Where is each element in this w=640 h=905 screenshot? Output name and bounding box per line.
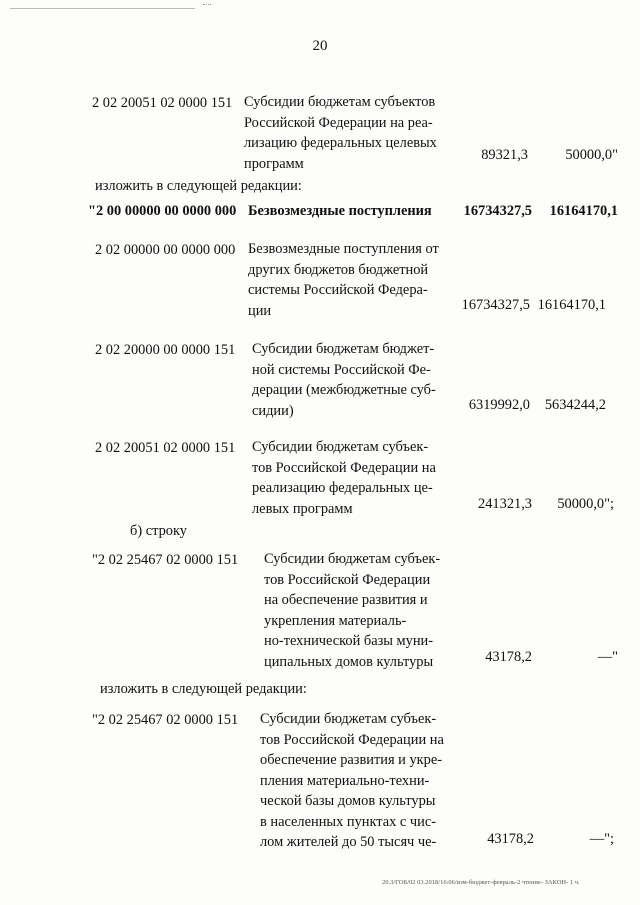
instruction-text: изложить в следующей редакции: [100, 681, 307, 697]
budget-code: 2 02 00000 00 0000 000 [95, 242, 236, 258]
amount-second: 5634244,2 [544, 397, 606, 413]
description-line: Субсидии бюджетам субъек- [252, 439, 429, 455]
budget-description [260, 709, 456, 853]
description-line: реализацию федеральных це- [252, 480, 433, 496]
description-line: лизацию федеральных целевых [244, 135, 437, 151]
budget-code: 2 02 20051 02 0000 151 [92, 95, 233, 111]
description-line: ческой базы домов культуры [260, 793, 436, 809]
instruction-text: б) строку [130, 523, 187, 539]
description-line: Субсидии бюджетам бюджет- [252, 341, 435, 357]
description-line: укрепления материаль- [264, 612, 407, 629]
instruction-text: изложить в следующей редакции: [95, 178, 302, 194]
description-line: других бюджетов бюджетной [248, 261, 429, 278]
amount-first: 16734327,5 [463, 203, 532, 219]
amount-first: 43178,2 [487, 831, 534, 847]
page-number: 20 [312, 38, 328, 54]
scan-top-line [10, 8, 195, 9]
amount-second: 16164170,1 [537, 297, 606, 313]
description-line: Российской Федерации на реа- [244, 114, 433, 131]
budget-description [252, 437, 454, 519]
budget-code: 2 02 20051 02 0000 151 [95, 440, 236, 456]
description-line: дерации (межбюджетные суб- [252, 382, 436, 398]
budget-code: "2 02 25467 02 0000 151 [92, 552, 239, 568]
amount-second: 50000,0"; [557, 496, 614, 512]
budget-description [252, 339, 450, 421]
description-line: Субсидии бюджетам субъек- [264, 551, 441, 567]
description-line: Субсидии бюджетам субъектов [244, 94, 436, 110]
budget-description [248, 239, 448, 321]
description-line: сидии) [252, 402, 294, 419]
amount-first: 6319992,0 [468, 397, 530, 413]
description-line: левых программ [252, 500, 353, 517]
description-line: пления материально-техни- [260, 772, 430, 789]
description-line: Субсидии бюджетам субъек- [260, 711, 437, 727]
amount-second: —" [597, 649, 618, 665]
scan-top-mark [203, 4, 211, 5]
amount-first: 241321,3 [478, 496, 532, 512]
description-line: ной системы Российской Фе- [252, 361, 431, 378]
description-line: Безвозмездные поступления от [248, 241, 439, 257]
amount-first: 89321,3 [481, 147, 528, 163]
description-line: тов Российской Федерации [264, 571, 431, 588]
description-line: Безвозмездные поступления [248, 203, 432, 219]
description-line: обеспечение развития и укре- [260, 752, 443, 768]
description-line: но-технической базы муни- [264, 633, 434, 649]
description-line: системы Российской Федера- [248, 282, 428, 298]
description-line: в населенных пунктах с чис- [260, 813, 437, 830]
description-line: на обеспечение развития и [264, 592, 428, 608]
amount-second: 16164170,1 [549, 203, 618, 219]
description-line: лом жителей до 50 тысяч че- [260, 834, 437, 850]
description-line: тов Российской Федерации на [260, 731, 444, 748]
description-line: тов Российской Федерации на [252, 459, 436, 476]
budget-description [248, 201, 454, 222]
budget-code: 2 02 20000 00 0000 151 [95, 342, 236, 358]
document-footer: 20.3/ГОБ/02 03.2018/16:06/изм-бюджет-февраль-2 чтение- ЗАКОН- 1 ч. [382, 879, 580, 886]
description-line: программ [244, 155, 304, 172]
description-line: ции [248, 302, 272, 319]
amount-first: 16734327,5 [461, 297, 530, 313]
amount-second: —"; [589, 831, 614, 847]
amount-second: 50000,0" [565, 147, 618, 163]
budget-description [264, 549, 450, 672]
description-line: ципальных домов культуры [264, 653, 434, 670]
amount-first: 43178,2 [485, 649, 532, 665]
budget-code: "2 00 00000 00 0000 000 [88, 203, 237, 219]
budget-code: "2 02 25467 02 0000 151 [92, 712, 239, 728]
budget-description [244, 92, 450, 174]
